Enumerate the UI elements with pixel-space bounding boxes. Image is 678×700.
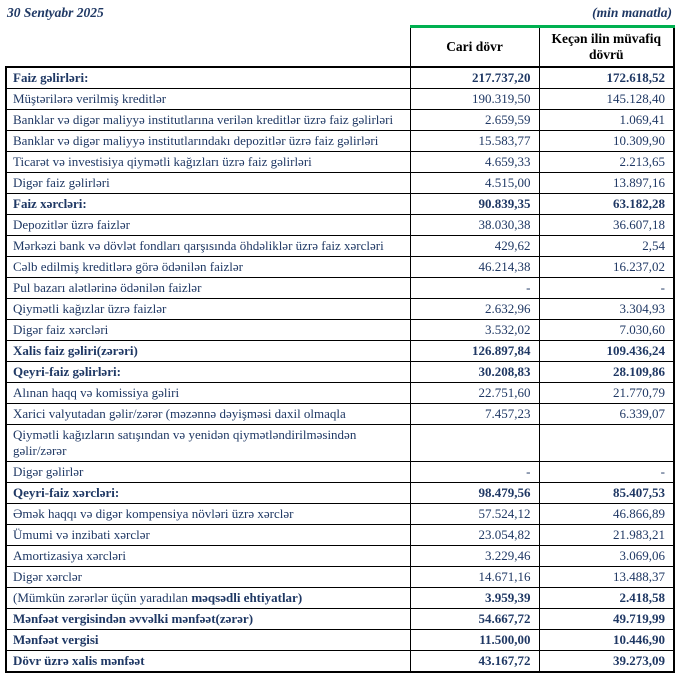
table-row: [6, 173, 674, 194]
value-current-period: 90.839,35: [410, 194, 539, 215]
table-row: [6, 404, 674, 425]
row-label: Xalis faiz gəliri(zərəri): [6, 341, 410, 362]
value-previous-period: 21.983,21: [539, 525, 674, 546]
table-row: [6, 131, 674, 152]
report-header: [5, 5, 673, 25]
value-current-period: 2.659,59: [410, 110, 539, 131]
value-current-period: 23.054,82: [410, 525, 539, 546]
value-current-period: -: [410, 278, 539, 299]
value-previous-period: 21.770,79: [539, 383, 674, 404]
value-previous-period: [539, 425, 674, 462]
row-label: Depozitlər üzrə faizlər: [6, 215, 410, 236]
row-label: Digər faiz xərcləri: [6, 320, 410, 341]
table-row: [6, 362, 674, 383]
table-row: [6, 67, 674, 89]
table-row: [6, 462, 674, 483]
column-header-row: [6, 27, 674, 68]
value-previous-period: 10.446,90: [539, 630, 674, 651]
value-current-period: 57.524,12: [410, 504, 539, 525]
table-row: [6, 651, 674, 673]
column-header-previous-period: Keçən ilin müvafiq dövrü: [539, 27, 674, 68]
table-row: [6, 89, 674, 110]
row-label: Ümumi və inzibati xərclər: [6, 525, 410, 546]
value-previous-period: 1.069,41: [539, 110, 674, 131]
value-current-period: 3.959,39: [410, 588, 539, 609]
row-label: (Mümkün zərərlər üçün yaradılan məqsədli ehtiyatlar): [6, 588, 410, 609]
table-row: [6, 299, 674, 320]
table-row: [6, 152, 674, 173]
row-label: Digər gəlirlər: [6, 462, 410, 483]
value-current-period: 3.229,46: [410, 546, 539, 567]
value-previous-period: 6.339,07: [539, 404, 674, 425]
row-label: Banklar və digər maliyyə institutlarına verilən kreditlər üzrə faiz gəlirləri: [6, 110, 410, 131]
value-current-period: 54.667,72: [410, 609, 539, 630]
value-current-period: 3.532,02: [410, 320, 539, 341]
row-label: Mənfəət vergisi: [6, 630, 410, 651]
value-current-period: 4.515,00: [410, 173, 539, 194]
value-current-period: 38.030,38: [410, 215, 539, 236]
row-label: Mərkəzi bank və dövlət fondları qarşısında öhdəliklər üzrə faiz xərcləri: [6, 236, 410, 257]
row-label: Qeyri-faiz xərcləri:: [6, 483, 410, 504]
row-label: Qeyri-faiz gəlirləri:: [6, 362, 410, 383]
table-row: [6, 278, 674, 299]
value-previous-period: 36.607,18: [539, 215, 674, 236]
table-row: [6, 567, 674, 588]
row-label: Müştərilərə verilmiş kreditlər: [6, 89, 410, 110]
value-previous-period: 3.069,06: [539, 546, 674, 567]
row-label: Qiymətli kağızların satışından və yenidən qiymətləndirilməsindən gəlir/zərər: [6, 425, 410, 462]
table-body: [6, 67, 674, 672]
value-previous-period: 13.488,37: [539, 567, 674, 588]
value-current-period: 2.632,96: [410, 299, 539, 320]
row-label: Pul bazarı alətlərinə ödənilən faizlər: [6, 278, 410, 299]
value-previous-period: 28.109,86: [539, 362, 674, 383]
row-label: Qiymətli kağızlar üzrə faizlər: [6, 299, 410, 320]
table-row: [6, 504, 674, 525]
value-previous-period: 2.418,58: [539, 588, 674, 609]
row-label: Digər xərclər: [6, 567, 410, 588]
row-label: Amortizasiya xərcləri: [6, 546, 410, 567]
row-label-bold-part: məqsədli ehtiyatlar): [191, 590, 303, 605]
value-current-period: 22.751,60: [410, 383, 539, 404]
value-previous-period: 109.436,24: [539, 341, 674, 362]
value-current-period: 15.583,77: [410, 131, 539, 152]
value-previous-period: 13.897,16: [539, 173, 674, 194]
row-label: Digər faiz gəlirləri: [6, 173, 410, 194]
value-previous-period: 46.866,89: [539, 504, 674, 525]
value-current-period: 4.659,33: [410, 152, 539, 173]
table-row: [6, 110, 674, 131]
table-row: [6, 588, 674, 609]
value-current-period: 126.897,84: [410, 341, 539, 362]
value-current-period: 98.479,56: [410, 483, 539, 504]
value-current-period: 217.737,20: [410, 67, 539, 89]
table-row: [6, 194, 674, 215]
value-current-period: 46.214,38: [410, 257, 539, 278]
value-current-period: -: [410, 462, 539, 483]
row-label: Ticarət və investisiya qiymətli kağızları üzrə faiz gəlirləri: [6, 152, 410, 173]
value-previous-period: 2,54: [539, 236, 674, 257]
row-label: Cəlb edilmiş kreditlərə görə ödənilən faizlər: [6, 257, 410, 278]
row-label: Faiz gəlirləri:: [6, 67, 410, 89]
row-label: Banklar və digər maliyyə institutlarındakı depozitlər üzrə faiz gəlirləri: [6, 131, 410, 152]
value-previous-period: -: [539, 462, 674, 483]
value-current-period: 11.500,00: [410, 630, 539, 651]
row-label: Dövr üzrə xalis mənfəət: [6, 651, 410, 673]
value-previous-period: 7.030,60: [539, 320, 674, 341]
table-row: [6, 320, 674, 341]
table-row: [6, 257, 674, 278]
table-row: [6, 546, 674, 567]
table-row: [6, 215, 674, 236]
value-current-period: 30.208,83: [410, 362, 539, 383]
row-label: Əmək haqqı və digər kompensiya növləri üzrə xərclər: [6, 504, 410, 525]
table-row: [6, 630, 674, 651]
table-row: [6, 383, 674, 404]
value-previous-period: 63.182,28: [539, 194, 674, 215]
corner-cell: [6, 27, 410, 68]
value-previous-period: 39.273,09: [539, 651, 674, 673]
value-current-period: 43.167,72: [410, 651, 539, 673]
row-label: Faiz xərcləri:: [6, 194, 410, 215]
table-row: [6, 525, 674, 546]
value-current-period: 14.671,16: [410, 567, 539, 588]
table-row: [6, 425, 674, 462]
value-previous-period: 3.304,93: [539, 299, 674, 320]
income-statement-table: [5, 25, 675, 673]
column-header-current-period: Cari dövr: [410, 27, 539, 68]
report-unit-note: (min manatla): [592, 5, 672, 20]
value-current-period: 429,62: [410, 236, 539, 257]
value-current-period: 190.319,50: [410, 89, 539, 110]
value-previous-period: 49.719,99: [539, 609, 674, 630]
value-previous-period: 2.213,65: [539, 152, 674, 173]
row-label: Mənfəət vergisindən əvvəlki mənfəət(zərər): [6, 609, 410, 630]
row-label: Xarici valyutadan gəlir/zərər (məzənnə dəyişməsi daxil olmaqla: [6, 404, 410, 425]
value-previous-period: 10.309,90: [539, 131, 674, 152]
value-previous-period: 85.407,53: [539, 483, 674, 504]
value-previous-period: 145.128,40: [539, 89, 674, 110]
table-row: [6, 483, 674, 504]
value-previous-period: -: [539, 278, 674, 299]
table-row: [6, 236, 674, 257]
value-current-period: [410, 425, 539, 462]
table-row: [6, 341, 674, 362]
value-current-period: 7.457,23: [410, 404, 539, 425]
value-previous-period: 172.618,52: [539, 67, 674, 89]
report-date: 30 Sentyabr 2025: [7, 5, 104, 20]
row-label: Alınan haqq və komissiya gəliri: [6, 383, 410, 404]
table-row: [6, 609, 674, 630]
value-previous-period: 16.237,02: [539, 257, 674, 278]
